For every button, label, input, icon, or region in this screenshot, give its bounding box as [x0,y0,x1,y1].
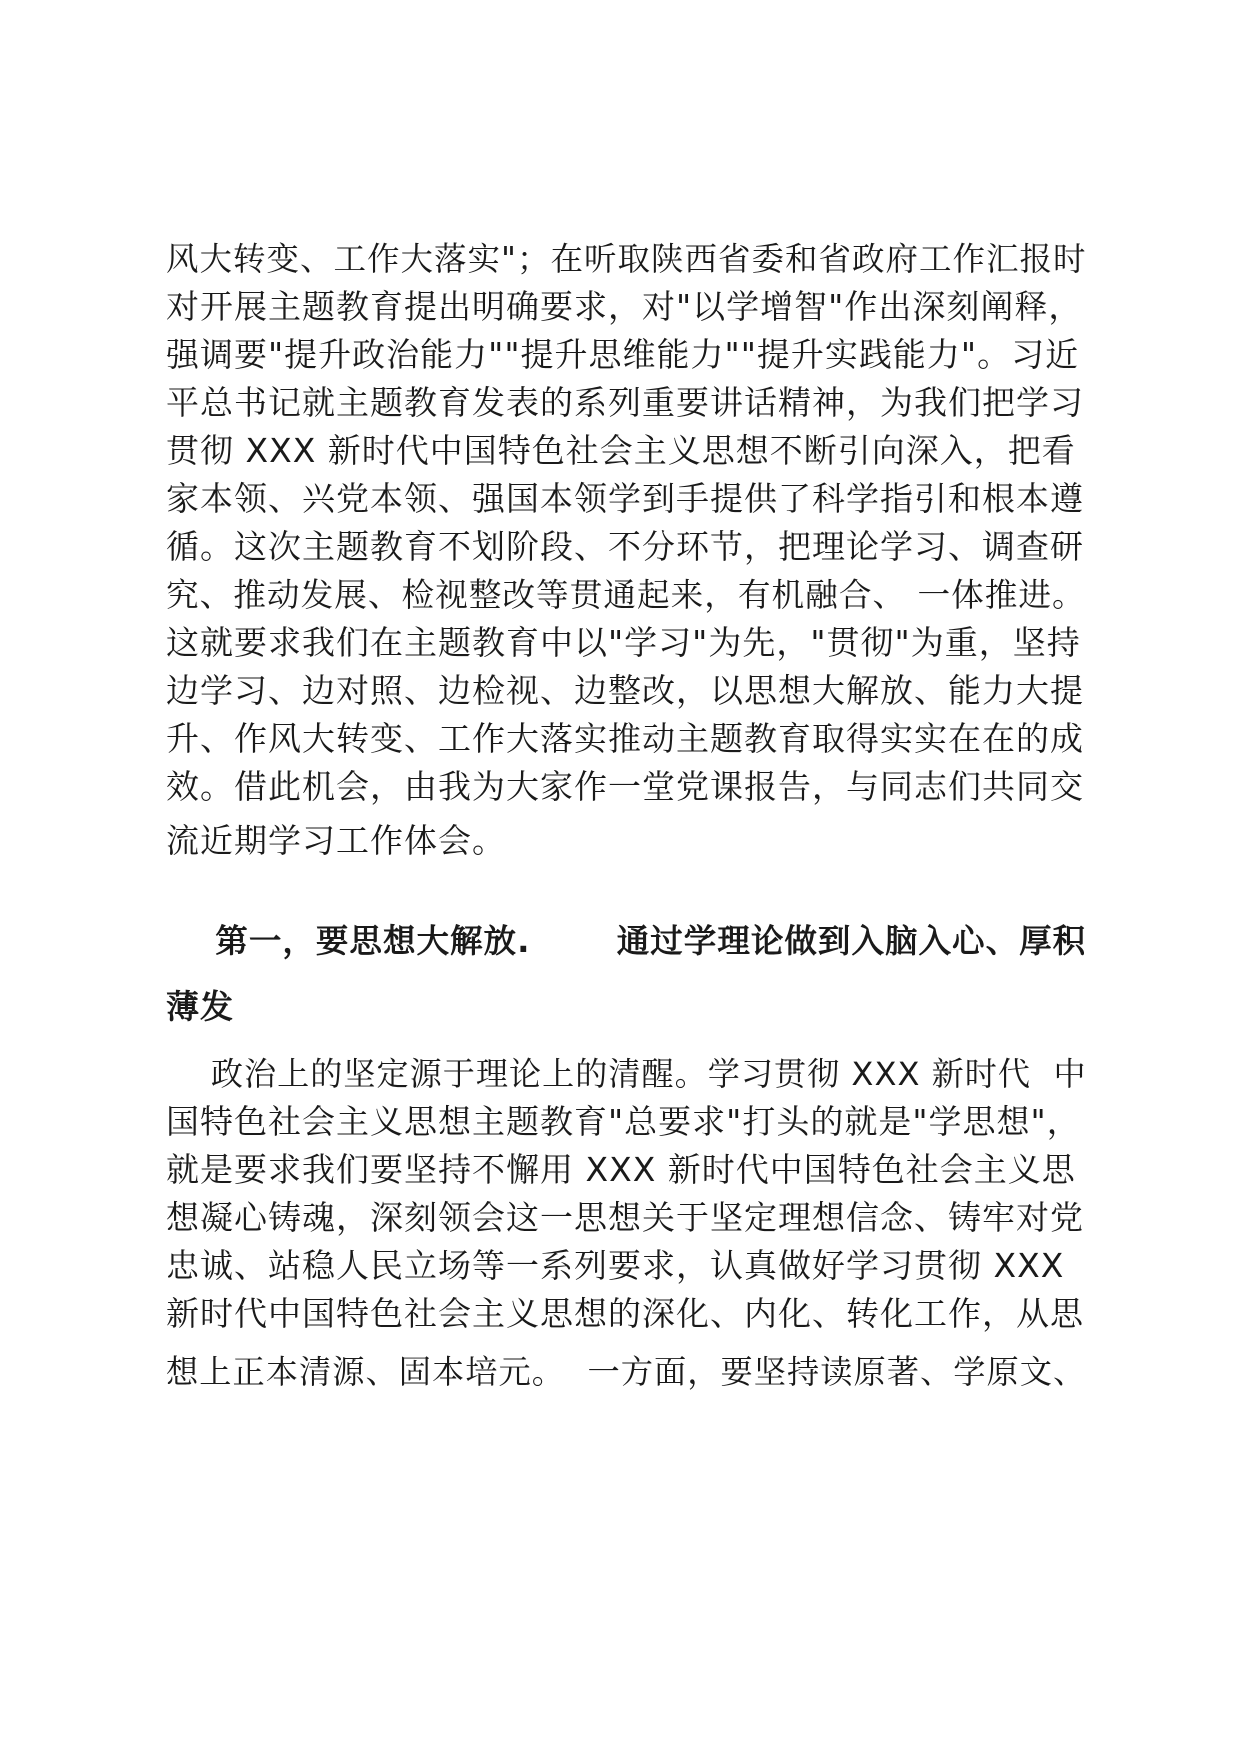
paragraph-line: 就是要求我们要坚持不懈用 XXX 新时代中国特色社会主义思 [166,1150,1076,1189]
paragraph-line: 忠诚、站稳人民立场等一系列要求，认真做好学习贯彻 XXX [166,1246,1065,1285]
paragraph-line: 风大转变、工作大落实"；在听取陕西省委和省政府工作汇报时 [166,240,1087,278]
paragraph-line: 效。借此机会，由我为大家作一堂党课报告，与同志们共同交 [166,767,1084,806]
paragraph-line: 贯彻 XXX 新时代中国特色社会主义思想不断引向深入，把看 [166,431,1076,470]
paragraph-line: 平总书记就主题教育发表的系列重要讲话精神，为我们把学习 [166,383,1084,422]
paragraph-line: 家本领、兴党本领、强国本领学到手提供了科学指引和根本遵 [166,479,1084,518]
paragraph-line: 对开展主题教育提出明确要求，对"以学增智"作出深刻阐释， [166,287,1083,326]
paragraph-line: 升、作风大转变、工作大落实推动主题教育取得实实在在的成 [166,719,1084,758]
paragraph-line: 循。这次主题教育不划阶段、不分环节，把理论学习、调查研 [166,527,1084,566]
heading-line: 第一，要思想大解放. 通过学理论做到入脑入心、厚积 [166,922,1087,960]
paragraph-line: 强调要"提升政治能力""提升思维能力""提升实践能力"。习近 [166,335,1080,374]
heading-line: 薄发 [166,987,234,1026]
paragraph-line: 新时代中国特色社会主义思想的深化、内化、转化工作，从思 [166,1294,1084,1333]
paragraph-line: 国特色社会主义思想主题教育"总要求"打头的就是"学思想"， [166,1102,1081,1141]
paragraph-line: 想凝心铸魂，深刻领会这一思想关于坚定理想信念、铸牢对党 [166,1198,1084,1237]
paragraph-line: 究、推动发展、检视整改等贯通起来，有机融合、 一体推进。 [166,576,1086,614]
paragraph-line: 流近期学习工作体会。 [166,821,506,860]
paragraph-line: 想上正本清源、固本培元。 一方面，要坚持读原著、学原文、 [166,1353,1087,1391]
paragraph-line: 政治上的坚定源于理论上的清醒。学习贯彻 XXX 新时代 中 [166,1055,1087,1093]
paragraph-line: 边学习、边对照、边检视、边整改，以思想大解放、能力大提 [166,671,1084,710]
paragraph-line: 这就要求我们在主题教育中以"学习"为先，"贯彻"为重，坚持 [166,623,1081,662]
